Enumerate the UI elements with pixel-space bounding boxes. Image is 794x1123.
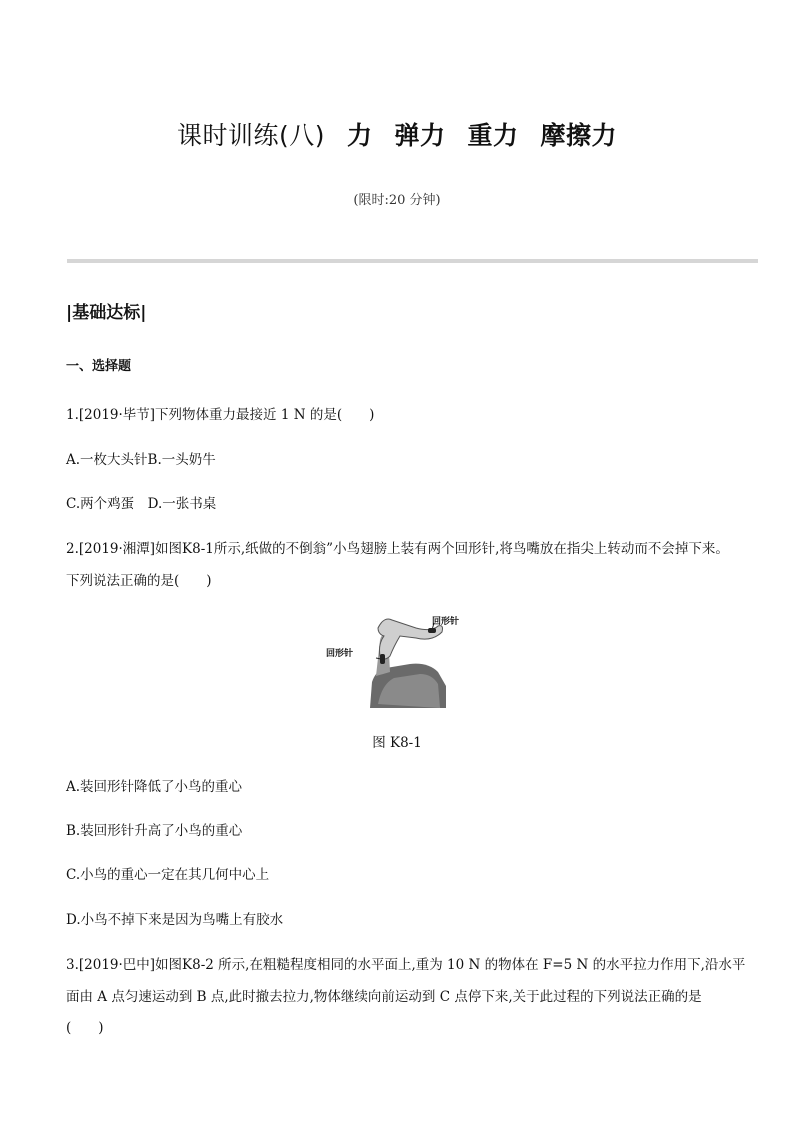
q2-option-b: B.装回形针升高了小鸟的重心 [66, 823, 243, 839]
q2-option-c: C.小鸟的重心一定在其几何中心上 [66, 867, 270, 883]
subsection-heading: 一、选择题 [66, 359, 132, 374]
q2-option-d: D.小鸟不掉下来是因为鸟嘴上有胶水 [66, 912, 284, 928]
q3-stem-line1: 3.[2019·巴中]如图K8-2 所示,在粗糙程度相同的水平面上,重为 10 N 的物体在 F=5 N 的水平拉力作用下,沿水平 [66, 957, 746, 973]
figure-caption: 图 K8-1 [372, 735, 422, 751]
label-paperclip-right: 回形针 [432, 617, 460, 627]
title-term-elastic: 弹力 [394, 121, 446, 150]
q1-stem: 1.[2019·毕节]下列物体重力最接近 1 N 的是( ) [66, 407, 375, 423]
q1-options-ab: A.一枚大头针B.一头奶牛 [66, 452, 216, 468]
section-heading: |基础达标| [66, 303, 147, 323]
page-title [0, 116, 794, 152]
divider [67, 259, 758, 263]
title-term-gravity: 重力 [467, 121, 519, 150]
title-term-force: 力 [346, 121, 373, 150]
label-paperclip-left: 回形针 [326, 649, 354, 659]
q2-stem-line1: 2.[2019·湘潭]如图K8-1所示,纸做的不倒翁”小鸟翅膀上装有两个回形针,将鸟嘴放在指尖上转动而不会掉下来。 [66, 541, 729, 557]
q3-stem-line3: ( ) [66, 1020, 104, 1036]
bird-on-finger-illustration [320, 612, 470, 708]
time-limit: (限时:20 分钟) [353, 193, 441, 208]
figure-k8-1 [320, 612, 470, 708]
title-main: 课时训练(八) [176, 121, 325, 150]
q2-option-a: A.装回形针降低了小鸟的重心 [66, 779, 243, 795]
q3-stem-line2: 面由 A 点匀速运动到 B 点,此时撤去拉力,物体继续向前运动到 C 点停下来,关于此过程的下列说法正确的是 [66, 989, 702, 1005]
title-term-friction: 摩擦力 [540, 121, 618, 150]
q1-options-cd: C.两个鸡蛋 D.一张书桌 [66, 496, 217, 512]
q2-stem-line2: 下列说法正确的是( ) [66, 573, 212, 589]
